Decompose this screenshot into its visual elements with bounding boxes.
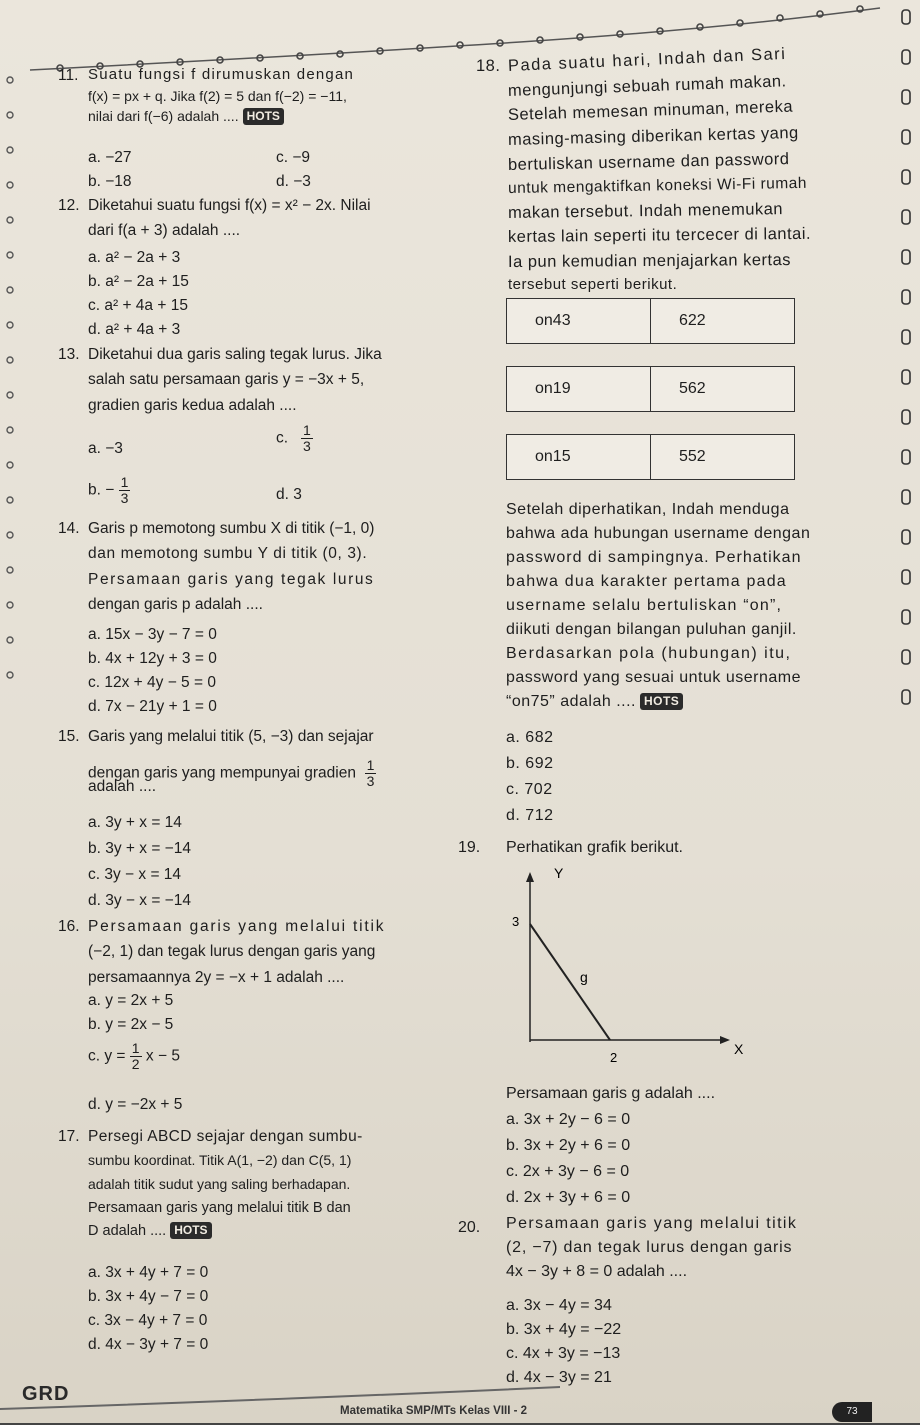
option-b[interactable]: b. 692 [506,755,554,772]
option-a[interactable]: a. a² − 2a + 3 [88,249,181,266]
question-14 [58,519,468,715]
option-d[interactable]: d. y = −2x + 5 [88,1096,183,1113]
story-line: bertuliskan username dan password [507,149,790,174]
y-axis-label: Y [554,865,564,881]
option-c[interactable]: c. a² + 4a + 15 [88,297,188,314]
option-b[interactable]: b. a² − 2a + 15 [88,273,189,290]
question-text: f(x) = px + q. Jika f(2) = 5 dan f(−2) = −11, [88,87,347,104]
story-line: Pada suatu hari, Indah dan Sari [507,44,787,75]
story-line: bahwa ada hubungan username dengan [506,525,811,542]
table-row [507,367,795,412]
story-line: tersebut seperti berikut. [508,276,678,294]
option-c[interactable]: c. −9 [276,149,311,166]
story-line: Setelah diperhatikan, Indah menduga [506,501,790,518]
table-row [507,435,795,480]
option-a[interactable]: a. 15x − 3y − 7 = 0 [88,626,217,643]
option-a[interactable]: a. 3x + 2y − 6 = 0 [506,1111,631,1128]
x-intercept-label: 2 [610,1050,618,1065]
option-c[interactable]: c. 702 [506,781,553,798]
fraction: $\frac{1}{3}$ [120,474,129,506]
question-text: Perhatikan grafik berikut. [506,839,683,856]
question-text: nilai dari f(−6) adalah .... [88,108,239,125]
question-text: dari f(a + 3) adalah .... [88,222,241,240]
option-a[interactable]: a. 3y + x = 14 [88,814,182,831]
question-text: 4x − 3y + 8 = 0 adalah .... [506,1263,688,1280]
option-c[interactable]: c. 12x + 4y − 5 = 0 [88,674,216,691]
option-d[interactable]: d. 3y − x = −14 [88,892,191,909]
footer-decoration [0,1378,920,1425]
hots-badge: HOTS [243,108,284,125]
username-cell: on43 [507,299,651,344]
password-cell: 622 [651,299,795,344]
option-c[interactable]: c. $\frac{1}{3}$ [276,422,311,454]
option-b[interactable]: b. 4x + 12y + 3 = 0 [88,650,217,667]
question-text: Suatu fungsi f dirumuskan dengan [88,66,355,83]
question-18-continued [506,500,886,824]
question-text: Diketahui dua garis saling tegak lurus. Jika [88,346,382,363]
story-line: Berdasarkan pola (hubungan) itu, [506,645,792,662]
question-text: dengan garis p adalah .... [88,596,263,614]
option-a[interactable]: a. y = 2x + 5 [88,992,174,1009]
book-title: Matematika SMP/MTs Kelas VIII - 2 [340,1405,528,1417]
story-line: makan tersebut. Indah menemukan [507,199,784,222]
question-text: gradien garis kedua adalah .... [88,396,297,414]
option-a[interactable]: a. −27 [88,149,132,166]
fraction: $\frac{1}{2}$ [131,1040,140,1072]
option-a[interactable]: a. 3x − 4y = 34 [506,1297,612,1314]
option-b[interactable]: b. −18 [88,173,132,190]
password-cell: 562 [651,367,795,412]
publisher-logo: GRD [22,1383,70,1405]
story-line: password yang sesuai untuk username [506,669,801,686]
question-20 [458,1214,896,1386]
option-d[interactable]: d. 7x − 21y + 1 = 0 [88,698,217,715]
story-line: Ia pun kemudian menjajarkan kertas [507,250,792,271]
line-graph [500,862,744,1065]
question-text: dengan garis yang mempunyai gradien [88,764,356,782]
x-axis-arrow [720,1036,730,1044]
option-d[interactable]: d. 4x − 3y + 7 = 0 [88,1336,209,1353]
fraction: $\frac{1}{3}$ [366,757,375,790]
option-b[interactable]: b. 3x + 2y + 6 = 0 [506,1137,631,1154]
password-table [506,298,795,344]
question-number: 18. [476,57,501,75]
option-b[interactable]: b. 3x + 4y − 7 = 0 [88,1288,209,1305]
question-15 [58,727,468,909]
question-text: Garis p memotong sumbu X di titik (−1, 0) [88,520,375,537]
question-13 [58,345,468,506]
question-text: sumbu koordinat. Titik A(1, −2) dan C(5, 1) [88,1152,352,1169]
option-d[interactable]: d. 3 [276,486,302,503]
option-b[interactable]: b. 3x + 4y = −22 [506,1321,622,1338]
question-text: Persamaan garis yang melalui titik [506,1215,798,1232]
x-axis-label: X [734,1041,744,1057]
y-intercept-label: 3 [512,914,520,929]
question-number: 13. [58,346,80,363]
question-text: Persamaan garis yang melalui titik B dan [88,1200,351,1217]
question-number: 19. [458,839,481,856]
hots-badge: HOTS [170,1222,211,1239]
question-text: (−2, 1) dan tegak lurus dengan garis yang [88,943,376,961]
page-number: 73 [832,1402,872,1422]
question-number: 17. [58,1128,80,1145]
option-c[interactable]: c. 2x + 3y − 6 = 0 [506,1163,630,1180]
question-text: adalah .... [88,777,157,795]
y-axis-arrow [526,872,534,882]
question-text: persamaannya 2y = −x + 1 adalah .... [88,968,345,986]
question-number: 11. [58,67,79,84]
story-line: kertas lain seperti itu tercecer di lantai. [507,224,812,247]
option-a[interactable]: a. 682 [506,729,554,746]
option-a[interactable]: a. −3 [88,440,123,457]
question-text: Persamaan garis yang melalui titik [88,918,386,935]
question-number: 14. [58,520,80,537]
question-text: dan memotong sumbu Y di titik (0, 3). [88,545,368,563]
option-b[interactable]: b. 3y + x = −14 [88,840,191,857]
story-line: bahwa dua karakter pertama pada [506,573,787,590]
story-line: diikuti dengan bilangan puluhan ganjil. [506,621,797,638]
question-number: 20. [458,1219,481,1236]
question-12 [58,196,468,338]
question-text: Garis yang melalui titik (5, −3) dan sejajar [88,728,374,745]
question-text: Persegi ABCD sejajar dengan sumbu- [88,1128,363,1145]
hots-badge: HOTS [640,693,683,710]
option-d[interactable]: d. 2x + 3y + 6 = 0 [506,1189,631,1206]
question-number: 16. [58,918,80,935]
option-d[interactable]: d. −3 [276,173,311,190]
line-label: g [580,969,588,985]
password-cell: 552 [651,435,795,480]
option-d[interactable]: d. 4x − 3y = 21 [506,1369,612,1386]
username-cell: on19 [507,367,651,412]
spiral-binding-right [890,0,920,720]
question-text: salah satu persamaan garis y = −3x + 5, [88,371,365,389]
spiral-binding-left [0,60,26,720]
story-line: username selalu bertuliskan “on”, [506,597,783,614]
option-a[interactable]: a. 3x + 4y + 7 = 0 [88,1264,209,1281]
fraction: $\frac{1}{3}$ [302,422,311,454]
question-number: 12. [58,197,80,214]
question-text: adalah titik sudut yang saling berhadapan. [88,1175,351,1192]
left-column [58,0,458,1380]
question-18 [476,44,888,295]
password-table [506,434,795,480]
story-line: Setelah memesan minuman, mereka [507,97,794,125]
question-text: (2, −7) dan tegak lurus dengan garis [506,1239,793,1256]
username-cell: on15 [507,435,651,480]
question-16 [58,917,468,1113]
story-line: “on75” adalah .... [506,693,636,710]
story-line: password di sampingnya. Perhatikan [506,549,802,566]
option-c[interactable]: c. 3y − x = 14 [88,866,182,883]
table-row [507,299,795,344]
option-b[interactable]: b. y = 2x − 5 [88,1016,174,1033]
option-d[interactable]: d. 712 [506,807,554,824]
question-text: Diketahui suatu fungsi f(x) = x² − 2x. Nilai [88,197,371,214]
question-19-options [506,1084,886,1206]
question-text: Persamaan garis yang tegak lurus [88,570,375,588]
right-column [458,0,890,1386]
question-19 [458,838,886,858]
story-line: mengunjungi sebuah rumah makan. [507,71,787,100]
option-c[interactable]: c. 4x + 3y = −13 [506,1345,621,1362]
option-b[interactable]: b. − $\frac{1}{3}$ [88,474,129,506]
option-c[interactable]: c. y = $\frac{1}{2}$ x − 5 [88,1040,180,1072]
question-text: Persamaan garis g adalah .... [506,1085,716,1102]
question-text: D adalah .... [88,1222,167,1239]
option-c[interactable]: c. 3x − 4y + 7 = 0 [88,1312,208,1329]
story-line: masing-masing diberikan kertas yang [507,123,799,149]
option-d[interactable]: d. a² + 4a + 3 [88,321,181,338]
question-number: 15. [58,728,80,745]
question-17 [58,1127,468,1353]
question-11 [58,66,468,190]
password-table [506,366,795,412]
line-g [530,924,610,1040]
story-line: untuk mengaktifkan koneksi Wi-Fi rumah [507,174,808,198]
